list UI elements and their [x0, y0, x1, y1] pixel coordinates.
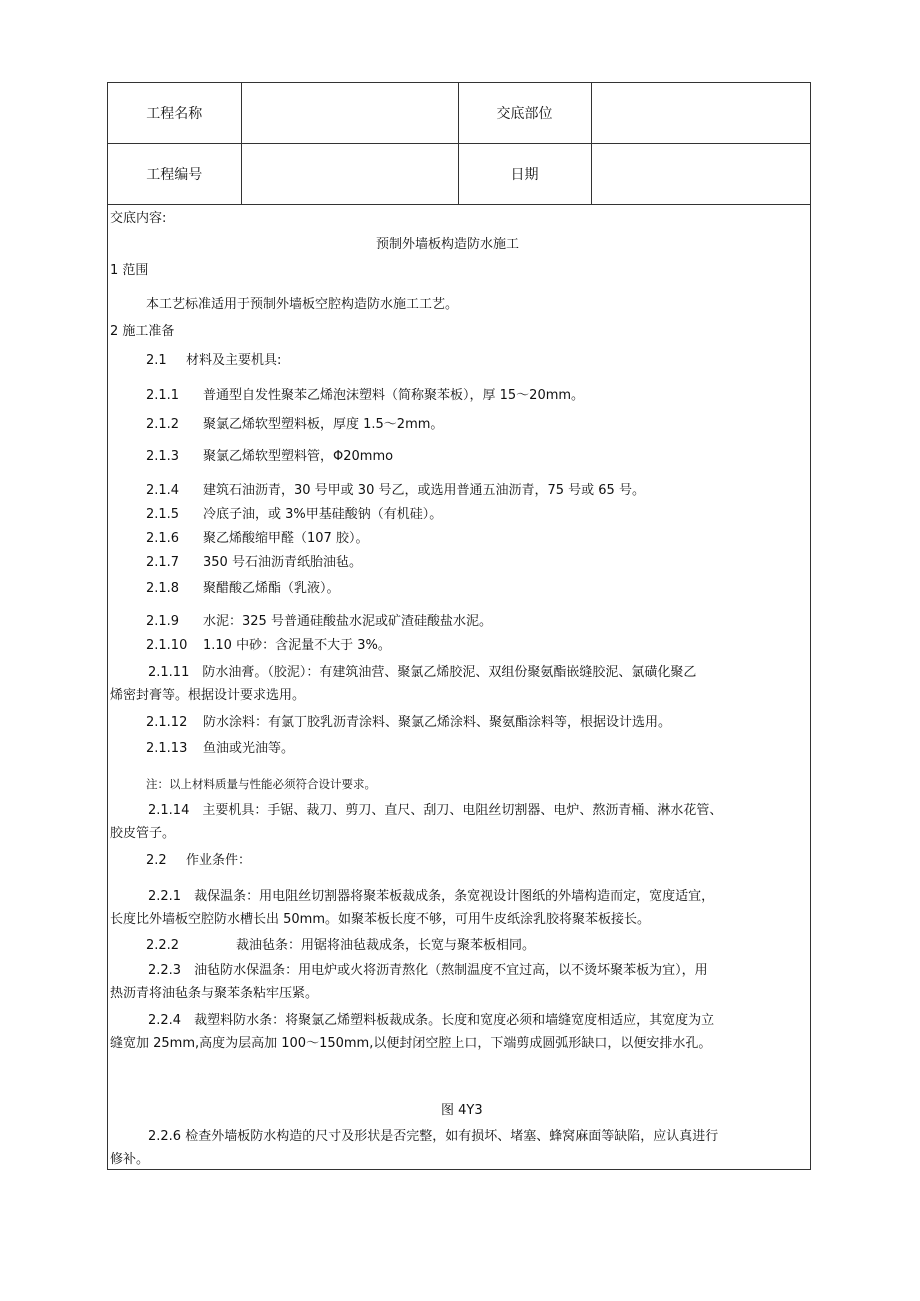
item-2-2-1-line1: 2.2.1 裁保温条：用电阻丝切割器将聚苯板裁成条，条宽视设计图纸的外墙构造而定，宽度适宜，: [148, 889, 715, 904]
item-2-1-11-line1: 2.1.11 防水油膏。（胶泥）：有建筑油营、聚氯乙烯胶泥、双组份聚氨酯嵌缝胶泥、氯磺化聚乙: [148, 665, 697, 680]
materials-note: 注：以上材料质量与性能必须符合设计要求。: [146, 777, 376, 791]
item-number: 2.1.6: [146, 531, 180, 546]
section-2-1-number: 2.1: [146, 353, 167, 368]
item-2-2-6-line2: 修补。: [110, 1152, 150, 1167]
handover-part-value[interactable]: [591, 83, 810, 144]
item-text: 1.10 中砂：含泥量不大于 3%。: [203, 638, 391, 653]
item-2-1-14-line2: 胶皮管子。: [110, 826, 176, 841]
item-text: 聚醋酸乙烯酯（乳液）。: [203, 581, 340, 596]
item-number: 2.1.8: [146, 581, 180, 596]
content-label: 交底内容:: [110, 211, 167, 226]
figure-caption: 图 4Y3: [441, 1103, 483, 1118]
project-name-value[interactable]: [241, 83, 458, 144]
item-text: 普通型自发性聚苯乙烯泡沫塑料（简称聚苯板），厚 15～20mm。: [203, 388, 585, 403]
item-2-2-3-line2: 热沥青将油毡条与聚苯条粘牢压紧。: [110, 986, 319, 1001]
item-2-1-12-text: 防水涂料：有氯丁胶乳沥青涂料、聚氯乙烯涂料、聚氨酯涂料等，根据设计选用。: [203, 715, 672, 730]
item-text: 冷底子油，或 3%甲基硅酸钠（有机硅）。: [203, 507, 443, 522]
item-2-2-1-line2: 长度比外墙板空腔防水槽长出 50mm。如聚苯板长度不够，可用牛皮纸涂乳胶将聚苯板接长。: [110, 912, 651, 927]
item-2-2-2-text: 裁油毡条：用锯将油毡裁成条，长宽与聚苯板相同。: [236, 938, 536, 953]
section-2-2-number: 2.2: [146, 853, 167, 868]
section-2-2-text: 作业条件：: [186, 853, 252, 868]
item-2-2-6-line1: 2.2.6 检查外墙板防水构造的尺寸及形状是否完整，如有损坏、堵塞、蜂窝麻面等缺陷，应认真进行: [148, 1129, 719, 1144]
item-number: 2.1.9: [146, 614, 180, 629]
doc-title: 预制外墙板构造防水施工: [376, 237, 520, 252]
section-2-title: 2 施工准备: [110, 324, 175, 339]
clipped-text-row: [108, 1059, 810, 1070]
item-2-2-4-line2: 缝宽加 25mm,高度为层高加 100～150mm,以便封闭空腔上口，下端剪成圆弧形缺口，以便安排水孔。: [110, 1036, 712, 1051]
date-value[interactable]: [591, 144, 810, 205]
item-2-2-3-line1: 2.2.3 油毡防水保温条：用电炉或火将沥青熬化（熬制温度不宜过高，以不烫坏聚苯板为宜），用: [148, 963, 708, 978]
project-name-label: 工程名称: [108, 83, 241, 144]
project-number-label: 工程编号: [108, 144, 241, 205]
item-2-2-4-line1: 2.2.4 裁塑料防水条：将聚氯乙烯塑料板裁成条。长度和宽度必须和墙缝宽度相适应，其宽度为立: [148, 1013, 715, 1028]
item-number: 2.1.10: [146, 638, 188, 653]
item-2-2-2-number: 2.2.2: [146, 938, 180, 953]
item-2-1-11-line2: 烯密封膏等。根据设计要求选用。: [110, 688, 306, 703]
item-number: 2.1.5: [146, 507, 180, 522]
item-text: 建筑石油沥青，30 号甲或 30 号乙，或选用普通五油沥青，75 号或 65 号。: [203, 483, 645, 498]
item-2-1-14-line1: 2.1.14 主要机具：手锯、裁刀、剪刀、直尺、刮刀、电阻丝切割器、电炉、熬沥青桶、淋水花管、: [148, 803, 723, 818]
date-label: 日期: [458, 144, 591, 205]
item-text: 聚氯乙烯软型塑料管，Φ20mmo: [203, 449, 394, 464]
section-2-1-text: 材料及主要机具:: [186, 353, 282, 368]
item-2-1-13-number: 2.1.13: [146, 741, 188, 756]
item-text: 350 号石油沥青纸胎油毡。: [203, 555, 362, 570]
item-number: 2.1.3: [146, 449, 180, 464]
item-text: 聚乙烯酸缩甲醛（107 胶）。: [203, 531, 369, 546]
item-number: 2.1.2: [146, 417, 180, 432]
handover-part-label: 交底部位: [458, 83, 591, 144]
item-text: 水泥：325 号普通硅酸盐水泥或矿渣硅酸盐水泥。: [203, 614, 492, 629]
item-number: 2.1.1: [146, 388, 180, 403]
item-number: 2.1.7: [146, 555, 180, 570]
header-table: [108, 83, 810, 205]
project-number-value[interactable]: [241, 144, 458, 205]
item-2-1-13-text: 鱼油或光油等。: [203, 741, 295, 756]
section-1-text: 本工艺标准适用于预制外墙板空腔构造防水施工工艺。: [146, 297, 459, 312]
item-text: 聚氯乙烯软型塑料板，厚度 1.5～2mm。: [203, 417, 444, 432]
item-number: 2.1.4: [146, 483, 180, 498]
document-frame: [107, 82, 811, 1170]
item-2-1-12-number: 2.1.12: [146, 715, 188, 730]
section-1-title: 1 范围: [110, 263, 149, 278]
clipped-text: [148, 1059, 629, 1069]
